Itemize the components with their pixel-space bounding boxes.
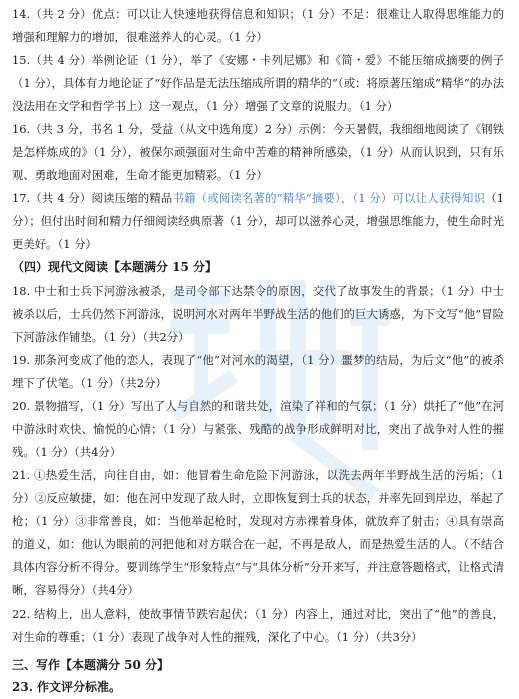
answer-16: 16.（共 3 分，书名 1 分，受益（从文中选角度）2 分）示例：今天暑假，我细细地阅读了《钢铁是怎样炼成的》（1 分），被保尔顽强面对生命中苦难的精神所感染，（1 分）从而认识到，只有乐观、勇敢地面对困难，生命才能更加精彩。（1 分） (12, 122, 504, 182)
answer-22: 22. 结构上，出人意料，使故事情节跌宕起伏；（1 分）内容上，通过对比，突出了“他”的善良，对生命的尊重；（1 分）表现了战争对人性的摧残，深化了中心。（1 分）（共3分） (12, 607, 504, 644)
answer-14: 14.（共 2 分）优点：可以让人快速地获得信息和知识；（1 分）不足：很难让人取得思维能力的增强和理解力的增加，很难滋养人的心灵。（1 分） (12, 7, 504, 44)
answer-17 (12, 187, 504, 256)
section-3-heading: 三、写作【本题满分 50 分】 (12, 658, 170, 672)
answer-17-suffix: （1 分）；但付出时间和精力仔细阅读经典原著（1 分），却可以滋养心灵，增强思维能力，使生命时光更美好。（1 分） (12, 191, 505, 251)
answer-15: 15.（共 4 分）举例论证（1 分），举了《安娜・卡列尼娜》和《简・爱》不能压缩成摘要的例子（1 分），具体有力地论证了“好作品是无法压缩成所谓的精华的”（或：将原著压缩成“精华”的办法没法用在文学和哲学书上）这一观点，（1 分）增强了文章的说服力。（1 分） (12, 53, 504, 113)
item-23-label: 23. 作文评分标准。 (12, 680, 122, 694)
answer-17-highlight: 书籍（或阅读名著的“精华”摘要），（1 分）可以让人获得知识 (172, 191, 486, 205)
answer-19: 19. 那条河变成了他的恋人，表现了“他”对河水的渴望，（1 分）噩梦的结局，为后文“他”的被杀埋下了伏笔。（1 分）（共2分） (12, 353, 504, 390)
section-4-heading: （四）现代文阅读【本题满分 15 分】 (12, 260, 218, 274)
answer-17-prefix: 17.（共 4 分）阅读压缩的精品 (12, 191, 173, 205)
answer-21: 21. ①热爱生活，向往自由，如：他冒着生命危险下河游泳，以洗去两年半野战生活的污垢；（1 分）②反应敏捷，如：他在河中发现了敌人时，立即恢复到士兵的状态，并率先回到岸边，举起了枪；（1 分）③非常善良，如：当他举起枪时，发现对方赤裸着身体，就放弃了射击；④具有崇高的道义，如：他认为眼前的河把他和对方联合在一起，不再是敌人，而是热爱生活的人。（不结合具体内容分析不得分。要训练学生“形象特点”与“具体分析”分开来写，并注意答题格式，让格式清晰，容易得分）（共4分） (12, 468, 504, 597)
answer-20: 20. 景物描写，（1 分）写出了人与自然的和谐共处，渲染了祥和的气氛；（1 分）烘托了“他”在河中游泳时欢快、愉悦的心情；（1 分）与紧张、残酷的战争形成鲜明对比，突出了战争对人性的摧残。（1 分）（共4分） (12, 399, 504, 459)
answer-18: 18. 中士和士兵下河游泳被杀，是司令部下达禁令的原因，交代了故事发生的背景；（1 分）中士被杀以后，士兵仍然下河游泳，说明河水对两年半野战生活的他们的巨大诱惑，为下文写“他”冒险下河游泳作铺垫。（1 分）（共2分） (12, 284, 504, 344)
